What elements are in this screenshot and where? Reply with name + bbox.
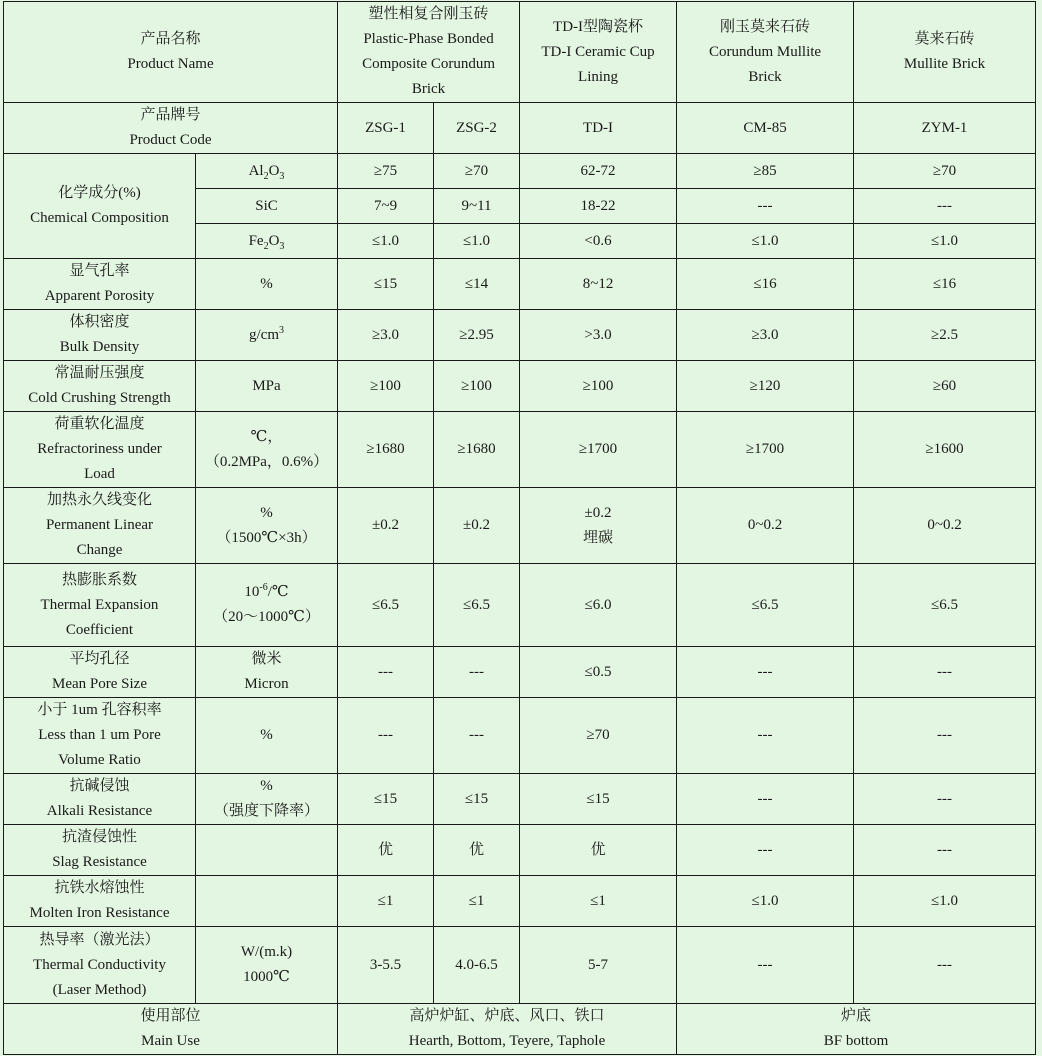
- text-line: %: [260, 778, 273, 794]
- value-cell: ---: [338, 698, 434, 774]
- text-line: Thermal Expansion: [40, 596, 159, 613]
- value-cell: ≤16: [677, 259, 854, 310]
- value-cell: ---: [677, 927, 854, 1004]
- formula-subscript: 2: [263, 240, 269, 252]
- text-line: Slag Resistance: [52, 854, 147, 870]
- text-line: 加热永久线变化: [46, 492, 152, 508]
- value-cell: 0~0.2: [854, 488, 1036, 564]
- formula-subscript: 2: [263, 170, 269, 182]
- value-cell: ±0.2: [338, 488, 434, 564]
- property-unit: [196, 259, 338, 310]
- text-line: 微米: [251, 651, 282, 667]
- text-line: BF bottom: [823, 1033, 889, 1049]
- value-cell: ≥100: [520, 361, 677, 412]
- value-cell: 8~12: [520, 259, 677, 310]
- value-cell: ≤15: [338, 774, 434, 825]
- text-line: Plastic-Phase Bonded: [363, 31, 494, 47]
- value-cell: ≤15: [338, 259, 434, 310]
- product-spec-table: [3, 1, 1036, 1055]
- value-cell: ≥2.5: [854, 310, 1036, 361]
- value-cell: ZSG-2: [434, 103, 520, 154]
- value-cell: ≤1.0: [677, 876, 854, 927]
- value-cell: ≥2.95: [434, 310, 520, 361]
- value-cell: ≤1: [338, 876, 434, 927]
- text-line: 抗碱侵蚀: [69, 778, 130, 794]
- text-line: 莫来石砖: [914, 31, 975, 47]
- value-cell: ---: [677, 825, 854, 876]
- text-line: （0.2MPa，0.6%）: [204, 453, 329, 470]
- text-line: Brick: [748, 68, 782, 85]
- text-line: 产品牌号: [140, 107, 201, 123]
- text-line: TD-I Ceramic Cup: [541, 43, 655, 60]
- property-unit: [196, 310, 338, 361]
- value-cell: ≥70: [434, 154, 520, 189]
- formula-element: O: [268, 232, 280, 249]
- product-code-label: [4, 103, 338, 154]
- text-line: 热导率（激光法）: [39, 931, 160, 948]
- value-cell: ≤1: [434, 876, 520, 927]
- value-cell: ≥1700: [677, 412, 854, 488]
- text-line: Mean Pore Size: [52, 676, 147, 692]
- property-label: [4, 647, 196, 698]
- property-label: [4, 876, 196, 927]
- value-cell: ≤1.0: [854, 224, 1036, 259]
- value-cell: [520, 488, 677, 564]
- property-unit: [196, 647, 338, 698]
- property-label: [4, 774, 196, 825]
- text-line: 体积密度: [69, 314, 130, 330]
- chemical-row: [4, 154, 1036, 189]
- unit-line: [198, 580, 335, 605]
- formula-element: O: [268, 162, 280, 179]
- text-line: Product Code: [129, 132, 212, 148]
- value-cell: ≤6.0: [520, 564, 677, 647]
- property-row-crushing: [4, 361, 1036, 412]
- unit-superscript: 3: [279, 324, 284, 336]
- text-line: Main Use: [141, 1033, 200, 1049]
- property-row-molten: [4, 876, 1036, 927]
- value-cell: ---: [434, 698, 520, 774]
- text-line: Permanent Linear: [45, 517, 154, 533]
- value-cell: ≥70: [854, 154, 1036, 189]
- formula-subscript: 3: [279, 170, 285, 182]
- value-cell: ---: [854, 927, 1036, 1004]
- text-line: 显气孔率: [69, 263, 130, 279]
- text-line: 塑性相复合刚玉砖: [368, 6, 489, 22]
- main-use-label: [4, 1004, 338, 1055]
- text-line: Refractoriness under: [37, 441, 162, 457]
- product-code-row: [4, 103, 1036, 154]
- text-line: Molten Iron Resistance: [29, 905, 170, 921]
- chemical-formula: [196, 189, 338, 224]
- formula-subscript: 3: [279, 240, 285, 252]
- chemical-formula: [196, 224, 338, 259]
- value-cell: ≥100: [434, 361, 520, 412]
- value-cell: ---: [854, 825, 1036, 876]
- property-unit: [196, 825, 338, 876]
- property-label: [4, 698, 196, 774]
- value-cell: ≥60: [854, 361, 1036, 412]
- text-line: Less than 1 um Pore: [38, 727, 161, 743]
- value-cell: ≥75: [338, 154, 434, 189]
- text-line: ℃，: [250, 428, 283, 445]
- text-line: 小于 1um 孔容积率: [37, 702, 162, 718]
- unit-base: 10: [244, 584, 260, 600]
- property-label: [4, 488, 196, 564]
- value-cell: ZYM-1: [854, 103, 1036, 154]
- text-line: Hearth, Bottom, Teyere, Taphole: [408, 1033, 606, 1049]
- text-line: 化学成分(%): [58, 185, 141, 201]
- text-line: 1000℃: [243, 969, 290, 985]
- text-line: 热膨胀系数: [61, 571, 137, 588]
- property-row-pore-ratio: [4, 698, 1036, 774]
- value-cell: 优: [434, 825, 520, 876]
- property-row-thermal: [4, 927, 1036, 1004]
- unit-superscript: -6: [259, 582, 268, 593]
- text-line: W/(m.k): [240, 944, 293, 960]
- product-header-zsg: [338, 2, 520, 103]
- value-cell: ---: [677, 698, 854, 774]
- text-line: Bulk Density: [59, 339, 140, 355]
- property-unit: [196, 361, 338, 412]
- value-cell: ≤15: [434, 774, 520, 825]
- value-cell: ≥100: [338, 361, 434, 412]
- value-cell: ≥1600: [854, 412, 1036, 488]
- chemical-composition-label: [4, 154, 196, 259]
- unit-line: （20～1000℃）: [213, 609, 320, 625]
- value-cell: ---: [854, 698, 1036, 774]
- value-cell: ≥3.0: [677, 310, 854, 361]
- value-cell: ≤15: [520, 774, 677, 825]
- value-cell: ≥1680: [338, 412, 434, 488]
- value-cell: 优: [338, 825, 434, 876]
- text-line: Volume Ratio: [58, 752, 141, 768]
- text-line: Lining: [578, 68, 619, 85]
- value-cell: ---: [677, 774, 854, 825]
- property-row-linear: [4, 488, 1036, 564]
- main-use-hearth: [338, 1004, 677, 1055]
- unit-base: g/cm: [249, 326, 279, 343]
- property-row-refractoriness: [4, 412, 1036, 488]
- value-cell: ≥1700: [520, 412, 677, 488]
- text-line: MPa: [252, 377, 281, 394]
- value-cell: 优: [520, 825, 677, 876]
- text-line: Chemical Composition: [30, 210, 169, 226]
- text-line: 刚玉莫来石砖: [720, 18, 811, 35]
- text-line: %: [260, 275, 273, 292]
- text-line: Thermal Conductivity: [33, 956, 166, 973]
- value-cell: ≥120: [677, 361, 854, 412]
- product-header-td: [520, 2, 677, 103]
- value-cell: 62-72: [520, 154, 677, 189]
- property-label: [4, 564, 196, 647]
- value-cell: ≤0.5: [520, 647, 677, 698]
- text-line: Mullite Brick: [903, 56, 986, 72]
- value-cell: CM-85: [677, 103, 854, 154]
- value-cell: 7~9: [338, 189, 434, 224]
- value-cell: ≤1.0: [434, 224, 520, 259]
- text-line: TD-I型陶瓷杯: [553, 18, 644, 35]
- text-line: (Laser Method): [52, 981, 147, 998]
- value-cell: ≤6.5: [677, 564, 854, 647]
- value-cell: ≤1: [520, 876, 677, 927]
- formula-element: Fe: [248, 232, 264, 249]
- property-row-slag: [4, 825, 1036, 876]
- value-cell: ≤1.0: [677, 224, 854, 259]
- product-header-zym: [854, 2, 1036, 103]
- value-cell: ≥3.0: [338, 310, 434, 361]
- value-cell: ---: [677, 189, 854, 224]
- property-label: [4, 310, 196, 361]
- value-cell: ZSG-1: [338, 103, 434, 154]
- value-cell: ---: [338, 647, 434, 698]
- formula-element: Al: [248, 162, 264, 179]
- value-cell: ---: [434, 647, 520, 698]
- value-cell: ---: [854, 189, 1036, 224]
- value-cell: ≥85: [677, 154, 854, 189]
- value-cell: ---: [854, 774, 1036, 825]
- value-cell: ≥70: [520, 698, 677, 774]
- text-line: （1500℃×3h）: [216, 529, 317, 546]
- property-row-pore-size: [4, 647, 1036, 698]
- property-unit: [196, 774, 338, 825]
- property-unit: [196, 488, 338, 564]
- text-line: 抗渣侵蚀性: [61, 829, 137, 845]
- value-cell: ---: [677, 647, 854, 698]
- value-cell: ---: [854, 647, 1036, 698]
- property-label: [4, 825, 196, 876]
- property-unit: [196, 412, 338, 488]
- value-cell: ≤1.0: [338, 224, 434, 259]
- value-cell: 3-5.5: [338, 927, 434, 1004]
- value-cell: 9~11: [434, 189, 520, 224]
- text-line: Cold Crushing Strength: [28, 390, 171, 406]
- value-cell: ±0.2: [434, 488, 520, 564]
- property-label: [4, 412, 196, 488]
- chemical-formula: [196, 154, 338, 189]
- value-cell: ≤1.0: [854, 876, 1036, 927]
- text-line: 产品名称: [140, 31, 201, 47]
- text-line: 炉底: [841, 1008, 872, 1024]
- value-cell: ≥1680: [434, 412, 520, 488]
- property-row-alkali: [4, 774, 1036, 825]
- value-cell: <0.6: [520, 224, 677, 259]
- text-line: 使用部位: [140, 1008, 201, 1024]
- property-unit: [196, 876, 338, 927]
- unit-tail: /℃: [267, 584, 289, 600]
- text-line: Composite Corundum: [362, 56, 495, 72]
- value-cell: ≤6.5: [434, 564, 520, 647]
- value-cell: 0~0.2: [677, 488, 854, 564]
- product-header-cm: [677, 2, 854, 103]
- text-line: %: [260, 727, 273, 743]
- value-cell: >3.0: [520, 310, 677, 361]
- text-line: Brick: [411, 81, 446, 97]
- value-cell: 5-7: [520, 927, 677, 1004]
- property-unit: [196, 927, 338, 1004]
- main-use-bottom: [677, 1004, 1036, 1055]
- text-line: Micron: [244, 676, 289, 692]
- text-line: Corundum Mullite: [708, 43, 822, 60]
- property-unit: [196, 698, 338, 774]
- product-name-header: [4, 2, 338, 103]
- property-unit: [196, 564, 338, 647]
- property-row-density: [4, 310, 1036, 361]
- header-row: [4, 2, 1036, 103]
- property-row-expansion: [4, 564, 1036, 647]
- value-cell: ≤6.5: [338, 564, 434, 647]
- value-line: 埋碳: [583, 529, 614, 546]
- text-line: （强度下降率）: [214, 803, 320, 819]
- text-line: 高炉炉缸、炉底、风口、铁口: [409, 1008, 605, 1024]
- text-line: Apparent Porosity: [44, 288, 155, 304]
- value-cell: ≤14: [434, 259, 520, 310]
- value-cell: ≤16: [854, 259, 1036, 310]
- text-line: 抗铁水熔蚀性: [54, 880, 145, 896]
- text-line: Change: [76, 542, 123, 558]
- text-line: Coefficient: [65, 621, 134, 638]
- text-line: Product Name: [127, 56, 214, 72]
- value-cell: 4.0-6.5: [434, 927, 520, 1004]
- property-label: [4, 259, 196, 310]
- text-line: 平均孔径: [69, 651, 130, 667]
- unit-line: [198, 323, 335, 348]
- formula-element: SiC: [255, 197, 278, 214]
- main-use-row: [4, 1004, 1036, 1055]
- value-cell: TD-I: [520, 103, 677, 154]
- value-line: ±0.2: [584, 504, 612, 521]
- value-cell: 18-22: [520, 189, 677, 224]
- property-label: [4, 927, 196, 1004]
- text-line: Alkali Resistance: [46, 803, 153, 819]
- text-line: 常温耐压强度: [54, 365, 145, 381]
- text-line: %: [260, 504, 273, 521]
- text-line: 荷重软化温度: [54, 416, 145, 432]
- property-label: [4, 361, 196, 412]
- text-line: Load: [84, 466, 115, 482]
- property-row-porosity: [4, 259, 1036, 310]
- value-cell: ≤6.5: [854, 564, 1036, 647]
